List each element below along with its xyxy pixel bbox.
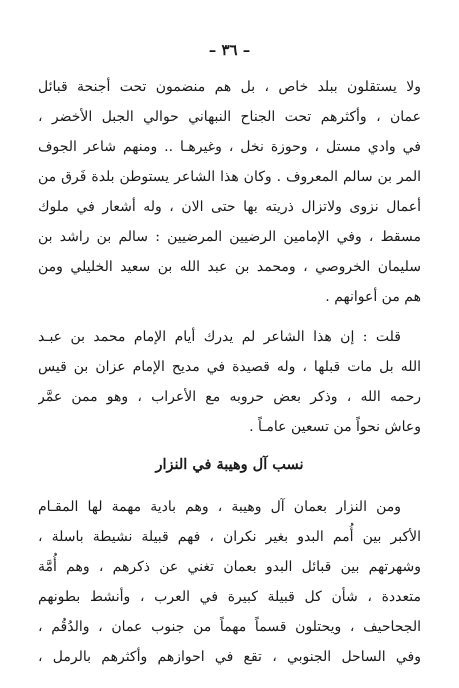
text-line: سليمان الخروصي ، ومحمد بن عبد الله بن سعيد الخليلي ومن: [38, 259, 421, 275]
text-line: عمان ، وأكثرهم تحت الجناح النبهاني حوالي الجبل الأخضر ،: [38, 109, 421, 125]
section-heading: نسب آل وهيبة في النزار: [155, 456, 304, 473]
text-line: ولا يستقلون ببلد خاص ، بل هم منضمون تحت أجنحة قبائل: [38, 79, 421, 95]
text-line: الله بل مات قبلها ، وله قصيدة في مديح الإمام عزان بن قيس: [38, 359, 421, 375]
text-line: أعمال نزوى ولاتزال ذريته بها حتى الان ، وله أشعار في ملوك: [38, 199, 421, 215]
paragraph-al-wuhaiba-origins: [38, 72, 421, 312]
text-line: قلت : إن هذا الشاعر لم يدرك أيام الإمام محمد بن عبـد: [38, 329, 401, 345]
text-line: في وادي مستل ، وحوزة نخل ، وغيرهـا .. ومنهم شاعر الجوف: [38, 139, 421, 155]
text-line: وفي الساحل الجنوبي ، تقع في احوازهم وأكثرهم بالرمل ،: [38, 649, 421, 665]
text-line: الأكبر بين أُمم البدو بغير نكران ، فهم قبيلة نشيطة باسلة ،: [38, 529, 421, 545]
text-line: الجحاحيف ، ويحتلون قسماً مهماً من جنوب عمان ، والدُقُم ،: [38, 619, 421, 635]
paragraph-al-wahiba: [38, 492, 421, 672]
paragraph-gap: [38, 478, 421, 492]
page-number: – ٣٦ –: [208, 41, 251, 59]
text-line: مسقط ، وفي الإمامين الرضيين المرضيين : سالم بن راشد بن: [38, 229, 421, 245]
paragraph-gap: [38, 442, 421, 452]
paragraph-gap: [38, 312, 421, 322]
text-line: متعددة ، شأن كل قبيلة كبيرة في العرب ، وأنشط بطونهم: [38, 589, 421, 605]
text-line: رحمه الله ، وذكر بعض حروبه مع الأعراب ، وهو ممن عمَّر: [38, 389, 421, 405]
text-line: ومن النزار بعمان آل وهيبة ، وهم بادية مهمة لها المقـام: [38, 499, 401, 515]
text-line: هم من أعوانهم .: [325, 289, 421, 305]
text-line: وعاش نحواً من تسعين عامـاً .: [249, 419, 421, 435]
text-line: وشهرتهم بين قبائل البدو بعمان تغني عن ذكرهم ، وهم أُمَّة: [38, 559, 421, 575]
text-line: المر بن سالم المعروف . وكان هذا الشاعر يستوطن بلدة فَرق من: [38, 169, 421, 185]
paragraph-author-note: [38, 322, 421, 442]
